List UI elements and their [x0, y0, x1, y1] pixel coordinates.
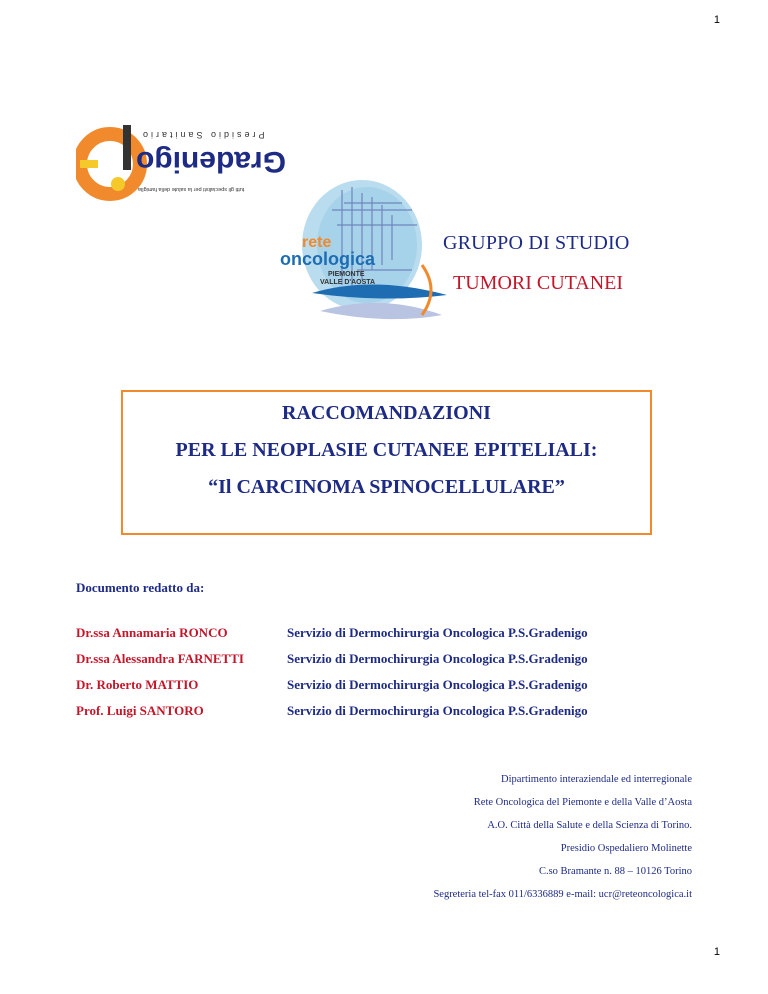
author-name: Dr. Roberto MATTIO — [76, 677, 199, 692]
author-row — [76, 625, 588, 641]
author-service: Servizio di Dermochirurgia Oncologica P.S.Gradenigo — [287, 625, 588, 640]
document-title-line-1: RACCOMANDAZIONI — [282, 402, 491, 424]
footer-line-hospital: A.O. Città della Salute e della Scienza di Torino. — [487, 820, 692, 831]
footer-line-network: Rete Oncologica del Piemonte e della Valle d’Aosta — [473, 797, 692, 808]
page-number-top: 1 — [713, 14, 720, 26]
footer-line-address: C.so Bramante n. 88 – 10126 Torino — [538, 866, 692, 877]
rete-oncologica-logo — [272, 175, 452, 325]
rete-region-1: PIEMONTE — [328, 271, 365, 278]
oncologica-word: oncologica — [280, 249, 376, 269]
author-name: Dr.ssa Alessandra FARNETTI — [76, 651, 244, 666]
gradenigo-logo — [76, 118, 286, 210]
document-title-line-3: “Il CARCINOMA SPINOCELLULARE” — [208, 476, 565, 498]
group-title: GRUPPO DI STUDIO — [443, 232, 630, 254]
author-service: Servizio di Dermochirurgia Oncologica P.S.Gradenigo — [287, 703, 588, 718]
footer-line-presidio: Presidio Ospedaliero Molinette — [560, 843, 692, 854]
footer-address — [433, 768, 692, 906]
author-name: Prof. Luigi SANTORO — [76, 703, 204, 718]
page-number-bottom: 1 — [713, 946, 720, 958]
footer-line-department: Dipartimento interaziendale ed interregionale — [501, 774, 692, 785]
gradenigo-subtitle: Presidio Sanitario — [140, 130, 265, 140]
author-service: Servizio di Dermochirurgia Oncologica P.S.Gradenigo — [287, 677, 588, 692]
author-row — [76, 703, 588, 719]
author-row — [76, 677, 588, 693]
authors-heading: Documento redatto da: — [76, 580, 205, 595]
rete-region-2: VALLE D'AOSTA — [320, 279, 376, 286]
group-subtitle: TUMORI CUTANEI — [453, 272, 624, 294]
gradenigo-tagline: tutti gli specialisti per la salute della famiglia — [138, 186, 245, 192]
author-service: Servizio di Dermochirurgia Oncologica P.S.Gradenigo — [287, 651, 588, 666]
footer-line-contact: Segreteria tel-fax 011/6336889 e-mail: ucr@reteoncologica.it — [433, 889, 692, 900]
gradenigo-name: Gradenigo — [136, 145, 286, 178]
rete-word: rete — [302, 234, 332, 251]
author-name: Dr.ssa Annamaria RONCO — [76, 625, 228, 640]
document-title-line-2: PER LE NEOPLASIE CUTANEE EPITELIALI: — [175, 439, 598, 461]
author-row — [76, 651, 588, 667]
document-title-box — [121, 390, 652, 535]
